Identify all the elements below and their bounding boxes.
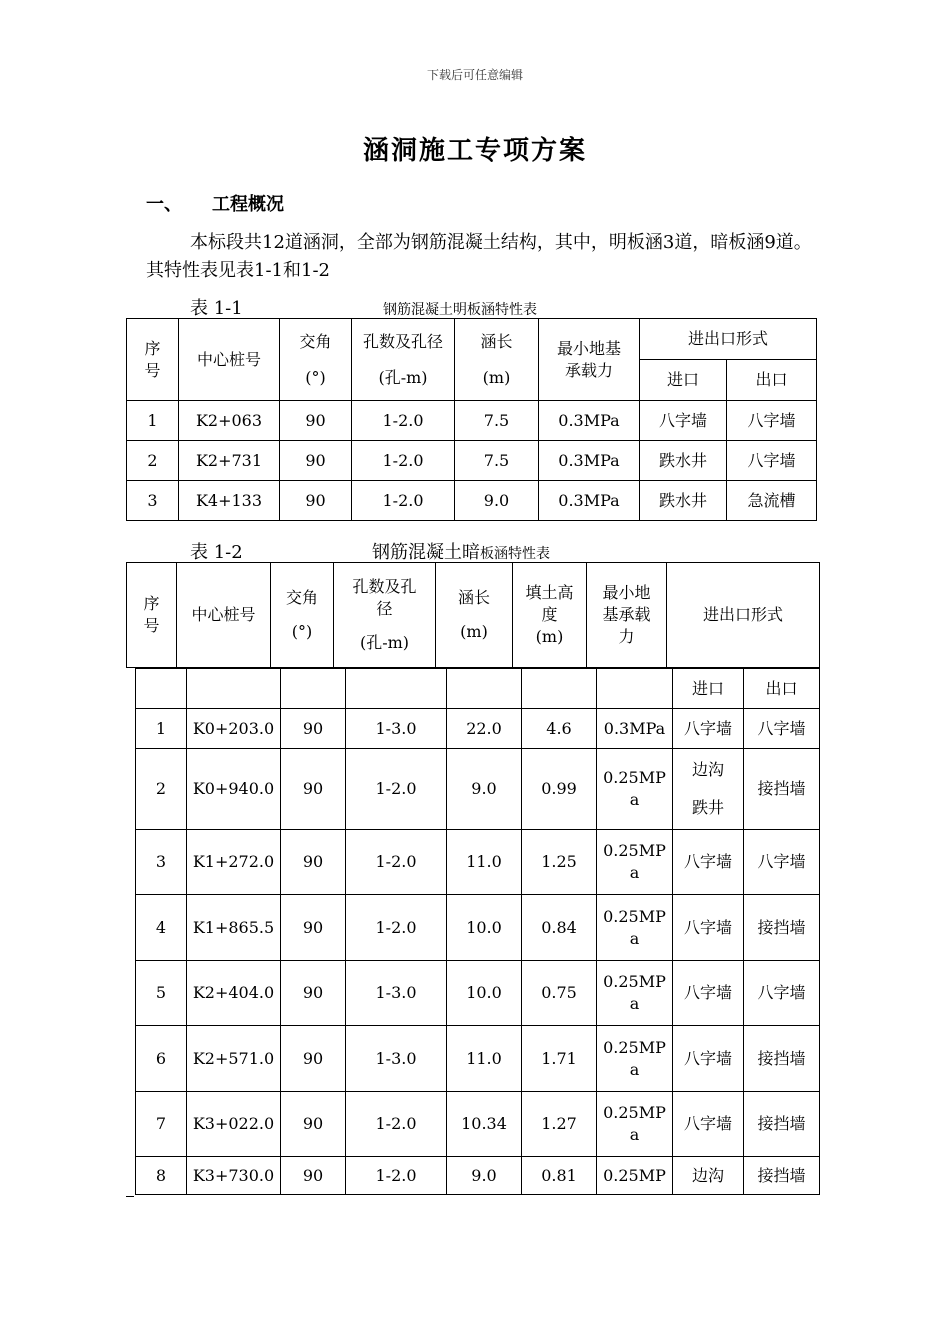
cell-length: 10.0 (447, 895, 522, 961)
cell-out: 八字墙 (744, 709, 820, 749)
cell-out: 接挡墙 (744, 1157, 820, 1195)
t1-header-bearing: 最小地基 承载力 (539, 319, 640, 401)
section-title: 工程概况 (212, 194, 284, 215)
cell-fill: 0.84 (522, 895, 597, 961)
cell-seq: 6 (136, 1026, 187, 1092)
table-row (127, 441, 817, 481)
cell-seq: 1 (127, 401, 179, 441)
cell-fill: 1.25 (522, 830, 597, 895)
cell-fill: 0.75 (522, 961, 597, 1026)
cell-station: K4+133 (179, 481, 280, 521)
cell-angle: 90 (280, 441, 352, 481)
cell-bearing: 0.25MP (597, 1157, 673, 1195)
t2-header-holes: 孔数及孔 径 (孔-m) (334, 563, 436, 668)
t2-header-seq: 序 号 (127, 563, 177, 668)
cell-length: 9.0 (447, 1157, 522, 1195)
cell-length: 11.0 (447, 1026, 522, 1092)
t1-header-seq: 序 号 (127, 319, 179, 401)
cell-length: 11.0 (447, 830, 522, 895)
cell-angle: 90 (281, 830, 346, 895)
cell-station: K3+730.0 (187, 1157, 281, 1195)
cell-fill: 1.71 (522, 1026, 597, 1092)
table1 (126, 318, 817, 521)
cell-station: K2+571.0 (187, 1026, 281, 1092)
cell-length: 9.0 (447, 749, 522, 830)
t1-header-inout: 进出口形式 (640, 319, 817, 360)
cell-station: K1+865.5 (187, 895, 281, 961)
cell-holes: 1-3.0 (346, 961, 447, 1026)
table-row (136, 961, 820, 1026)
cell-in: 边沟 跌井 (673, 749, 744, 830)
cell-holes: 1-2.0 (352, 401, 455, 441)
cell-in: 跌水井 (640, 481, 727, 521)
cell-in: 边沟 (673, 1157, 744, 1195)
cell-holes: 1-3.0 (346, 1026, 447, 1092)
cell-angle: 90 (281, 709, 346, 749)
cell-station: K0+203.0 (187, 709, 281, 749)
cell-angle: 90 (280, 401, 352, 441)
cell-angle: 90 (281, 749, 346, 830)
cell-holes: 1-2.0 (346, 1157, 447, 1195)
cell-in: 八字墙 (673, 709, 744, 749)
cell-seq: 1 (136, 709, 187, 749)
cell-holes: 1-2.0 (346, 830, 447, 895)
cell-length: 10.34 (447, 1092, 522, 1157)
table-row (136, 1026, 820, 1092)
cell-angle: 90 (281, 961, 346, 1026)
cell-length: 22.0 (447, 709, 522, 749)
t2-header-in: 进口 (673, 669, 744, 709)
t2-header-angle: 交角 (°) (271, 563, 334, 668)
cell-length: 10.0 (447, 961, 522, 1026)
cell-bearing: 0.3MPa (539, 401, 640, 441)
table1-label: 表 1-1 (190, 298, 243, 319)
cell-in: 八字墙 (673, 895, 744, 961)
t1-header-angle: 交角 (°) (280, 319, 352, 401)
table1-title: 钢筋混凝土明板涵特性表 (383, 302, 537, 318)
table2-title: 钢筋混凝土暗板涵特性表 (372, 542, 550, 563)
divider (126, 1196, 134, 1197)
table2-body (135, 668, 820, 1195)
cell-fill: 0.81 (522, 1157, 597, 1195)
cell-seq: 2 (127, 441, 179, 481)
cell-bearing: 0.25MP a (597, 830, 673, 895)
table-row (136, 1092, 820, 1157)
document-title: 涵洞施工专项方案 (362, 136, 587, 166)
cell-holes: 1-2.0 (346, 749, 447, 830)
t2-header-out: 出口 (744, 669, 820, 709)
cell-fill: 1.27 (522, 1092, 597, 1157)
cell-angle: 90 (281, 895, 346, 961)
t2-header-bearing: 最小地 基承载 力 (587, 563, 667, 668)
overview-paragraph: 本标段共12道涵洞，全部为钢筋混凝土结构，其中，明板涵3道，暗板涵9道。其特性表见表1-1和1-2 (146, 232, 812, 281)
cell-out: 八字墙 (744, 830, 820, 895)
cell-bearing: 0.25MP a (597, 1092, 673, 1157)
cell-station: K0+940.0 (187, 749, 281, 830)
table-row (127, 481, 817, 521)
cell-seq: 5 (136, 961, 187, 1026)
table2-label: 表 1-2 (190, 542, 243, 563)
cell-in: 八字墙 (673, 830, 744, 895)
cell-length: 7.5 (455, 401, 539, 441)
cell-seq: 3 (127, 481, 179, 521)
cell-in: 跌水井 (640, 441, 727, 481)
cell-bearing: 0.3MPa (597, 709, 673, 749)
cell-fill: 4.6 (522, 709, 597, 749)
table-row (136, 709, 820, 749)
cell-fill: 0.99 (522, 749, 597, 830)
t2-header-station: 中心桩号 (177, 563, 271, 668)
table-row (136, 749, 820, 830)
table2-header (126, 562, 820, 668)
cell-bearing: 0.3MPa (539, 481, 640, 521)
header-note: 下载后可任意编辑 (426, 68, 523, 82)
cell-out: 八字墙 (744, 961, 820, 1026)
cell-length: 7.5 (455, 441, 539, 481)
cell-station: K3+022.0 (187, 1092, 281, 1157)
t1-header-station: 中心桩号 (179, 319, 280, 401)
cell-angle: 90 (281, 1092, 346, 1157)
t1-header-out: 出口 (727, 360, 817, 401)
cell-bearing: 0.25MP a (597, 895, 673, 961)
table-row (136, 895, 820, 961)
cell-out: 急流槽 (727, 481, 817, 521)
cell-angle: 90 (281, 1026, 346, 1092)
cell-seq: 8 (136, 1157, 187, 1195)
table-row (136, 830, 820, 895)
cell-out: 接挡墙 (744, 1026, 820, 1092)
cell-out: 八字墙 (727, 441, 817, 481)
cell-angle: 90 (281, 1157, 346, 1195)
cell-in: 八字墙 (640, 401, 727, 441)
cell-angle: 90 (280, 481, 352, 521)
table-row (136, 1157, 820, 1195)
t1-header-in: 进口 (640, 360, 727, 401)
cell-seq: 3 (136, 830, 187, 895)
section-heading (146, 190, 284, 216)
cell-seq: 2 (136, 749, 187, 830)
cell-bearing: 0.3MPa (539, 441, 640, 481)
cell-holes: 1-2.0 (346, 1092, 447, 1157)
cell-out: 接挡墙 (744, 1092, 820, 1157)
section-number: 一、 (146, 194, 182, 215)
cell-in: 八字墙 (673, 1026, 744, 1092)
t1-header-length: 涵长 (m) (455, 319, 539, 401)
cell-bearing: 0.25MP a (597, 961, 673, 1026)
cell-holes: 1-3.0 (346, 709, 447, 749)
t2-header-length: 涵长 (m) (436, 563, 513, 668)
cell-out: 接挡墙 (744, 749, 820, 830)
cell-bearing: 0.25MP a (597, 749, 673, 830)
cell-holes: 1-2.0 (346, 895, 447, 961)
cell-bearing: 0.25MP a (597, 1026, 673, 1092)
cell-in: 八字墙 (673, 961, 744, 1026)
cell-station: K2+731 (179, 441, 280, 481)
t2-header-fill: 填土高 度 (m) (513, 563, 587, 668)
cell-holes: 1-2.0 (352, 481, 455, 521)
cell-seq: 7 (136, 1092, 187, 1157)
cell-out: 接挡墙 (744, 895, 820, 961)
cell-station: K2+063 (179, 401, 280, 441)
cell-out: 八字墙 (727, 401, 817, 441)
cell-in: 八字墙 (673, 1092, 744, 1157)
t1-header-holes: 孔数及孔径 (孔-m) (352, 319, 455, 401)
cell-seq: 4 (136, 895, 187, 961)
cell-station: K2+404.0 (187, 961, 281, 1026)
table-row (127, 401, 817, 441)
cell-holes: 1-2.0 (352, 441, 455, 481)
cell-station: K1+272.0 (187, 830, 281, 895)
t2-header-inout: 进出口形式 (667, 563, 820, 668)
cell-length: 9.0 (455, 481, 539, 521)
